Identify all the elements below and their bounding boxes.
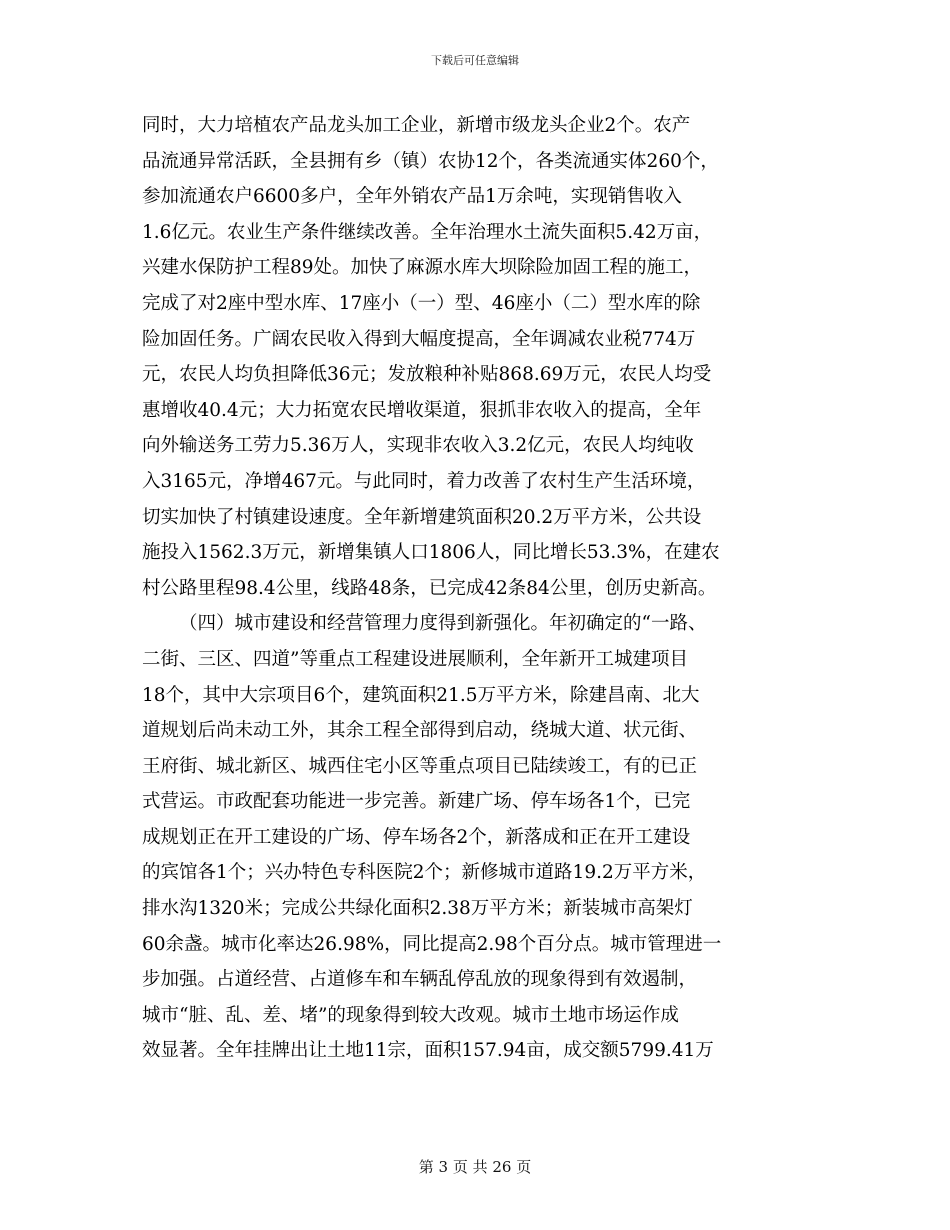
section-heading-line: （四）城市建设和经营管理力度得到新强化。年初确定的“一路、 xyxy=(179,613,707,635)
text-line: 成规划正在开工建设的广场、停车场各2个，新落成和正在开工建设 xyxy=(142,826,691,848)
text-line: 入3165元，净增467元。与此同时，着力改善了农村生产生活环境， xyxy=(142,470,706,492)
page-number-footer: 第 3 页 共 26 页 xyxy=(418,1158,532,1176)
text-line: 险加固任务。广阔农民收入得到大幅度提高，全年调减农业税774万 xyxy=(142,328,696,350)
text-line: 60余盏。城市化率达26.98%，同比提高2.98个百分点。城市管理进一 xyxy=(142,933,722,955)
text-line: 道规划后尚未动工外，其余工程全部得到启动，绕城大道、状元街、 xyxy=(142,720,698,742)
text-line: 切实加快了村镇建设速度。全年新增建筑面积20.2万平方米，公共设 xyxy=(142,506,702,528)
page-header: 下载后可任意编辑 xyxy=(431,54,519,67)
text-line: 二街、三区、四道”等重点工程建设进展顺利，全年新开工城建项目 xyxy=(142,648,688,670)
text-line: 1.6亿元。农业生产条件继续改善。全年治理水土流失面积5.42万亩， xyxy=(142,221,713,243)
text-line: 的宾馆各1个；兴办特色专科医院2个；新修城市道路19.2万平方米， xyxy=(142,862,707,884)
text-line: 兴建水保防护工程89处。加快了麻源水库大坝除险加固工程的施工， xyxy=(142,257,703,279)
text-line: 完成了对2座中型水库、17座小（一）型、46座小（二）型水库的除 xyxy=(142,292,701,314)
text-line: 步加强。占道经营、占道修车和车辆乱停乱放的现象得到有效遏制， xyxy=(142,969,698,991)
text-line: 品流通异常活跃，全县拥有乡（镇）农协12个，各类流通实体260个， xyxy=(142,150,719,172)
text-line: 18个，其中大宗项目6个，建筑面积21.5万平方米，除建昌南、北大 xyxy=(142,684,700,706)
text-line: 参加流通农户6600多户，全年外销农产品1万余吨，实现销售收入 xyxy=(142,186,682,208)
text-line: 效显著。全年挂牌出让土地11宗，面积157.94亩，成交额5799.41万 xyxy=(142,1040,714,1062)
text-line: 向外输送务工劳力5.36万人，实现非农收入3.2亿元，农民人均纯收 xyxy=(142,435,694,457)
text-line: 排水沟1320米；完成公共绿化面积2.38万平方米；新装城市高架灯 xyxy=(142,898,693,920)
text-line: 元，农民人均负担降低36元；发放粮种补贴868.69万元，农民人均受 xyxy=(142,364,712,386)
text-line: 式营运。市政配套功能进一步完善。新建广场、停车场各1个，已完 xyxy=(142,791,691,813)
text-line: 村公路里程98.4公里，线路48条，已完成42条84公里，创历史新高。 xyxy=(142,577,717,599)
text-line: 同时，大力培植农产品龙头加工企业，新增市级龙头企业2个。农产 xyxy=(142,115,691,136)
text-line: 惠增收40.4元；大力拓宽农民增收渠道，狠抓非农收入的提高，全年 xyxy=(142,399,702,421)
text-line: 施投入1562.3万元，新增集镇人口1806人，同比增长53.3%，在建农 xyxy=(142,542,720,564)
document-body xyxy=(142,108,812,1069)
text-line: 王府街、城北新区、城西住宅小区等重点项目已陆续竣工，有的已正 xyxy=(142,755,698,777)
text-line: 城市“脏、乱、差、堵”的现象得到较大改观。城市土地市场运作成 xyxy=(142,1004,679,1026)
